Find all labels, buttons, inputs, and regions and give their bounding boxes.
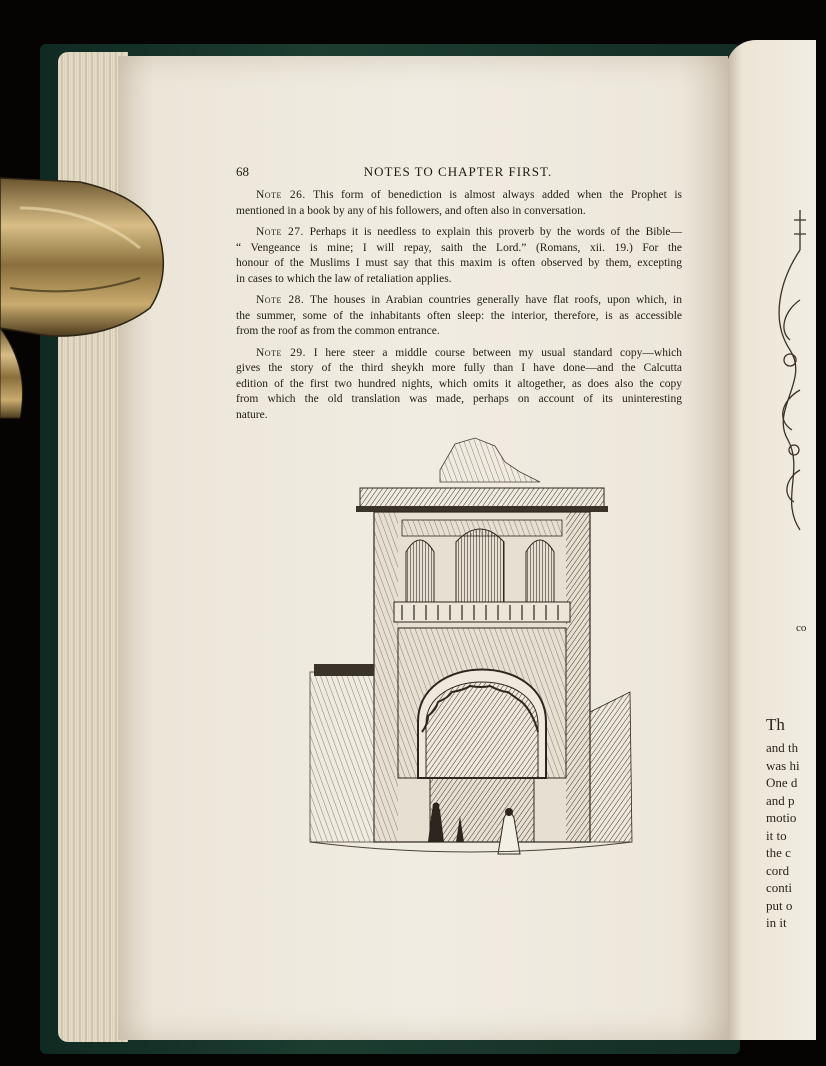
- page-number: 68: [236, 164, 249, 179]
- note-line: [236, 225, 682, 241]
- facing-fragment: Th: [766, 714, 785, 734]
- note-27: [236, 225, 682, 287]
- facing-fragment: it to: [766, 827, 787, 843]
- page-header: [236, 164, 680, 182]
- note-text: The houses in Arabian countries generally have flat roofs, upon which, in: [310, 294, 682, 306]
- note-line: [236, 293, 682, 309]
- facing-fragment: and p: [766, 792, 795, 808]
- floral-ornament-icon: [760, 210, 808, 540]
- note-text: This form of benediction is almost always added when the Prophet is: [313, 189, 683, 201]
- notes-section: [236, 188, 682, 429]
- note-line: [236, 346, 682, 362]
- facing-fragment: motio: [766, 810, 797, 825]
- facing-fragment: and th: [766, 740, 799, 755]
- note-line: the summer, some of the inhabitants often sleep: the interior, therefore, is as accessible: [236, 309, 682, 322]
- note-line: nature.: [236, 408, 268, 421]
- facing-fragment: in it: [766, 915, 787, 930]
- facing-fragment: the c: [766, 845, 791, 860]
- note-label: Note 29.: [256, 346, 306, 359]
- facing-fragment: cord: [766, 862, 790, 878]
- note-text: Perhaps it is needless to explain this proverb by the words of the Bible—: [309, 226, 683, 238]
- note-line: edition of the first two hundred nights, which omits it altogether, as does also the copy: [236, 377, 682, 390]
- note-text: I here steer a middle course between my usual standard copy—which: [313, 346, 682, 359]
- note-line: in cases to which the law of retaliation applies.: [236, 272, 452, 285]
- facing-page: [726, 40, 816, 1040]
- archway-engraving-icon: [290, 432, 644, 860]
- facing-fragment: conti: [766, 880, 792, 895]
- note-line: from the roof as from the common entrance.: [236, 325, 440, 337]
- note-label: Note 26.: [256, 189, 306, 201]
- note-line: [236, 188, 682, 204]
- note-29: [236, 346, 682, 424]
- note-label: Note 28.: [256, 294, 305, 306]
- note-label: Note 27.: [256, 226, 304, 238]
- note-line: from which the old translation was made, perhaps on account of its uninteresting: [236, 393, 682, 405]
- note-line: honour of the Muslims I must say that this maxim is often observed by them, excepting: [236, 257, 682, 269]
- brass-book-clip-icon: [0, 168, 172, 428]
- note-line: “ Vengeance is mine; I will repay, saith the Lord.” (Romans, xii. 19.) For the: [236, 241, 682, 254]
- facing-fragment: One d: [766, 775, 798, 790]
- facing-page-text: [766, 620, 826, 932]
- note-28: [236, 293, 682, 340]
- note-line: gives the story of the third sheykh more fully than I have done—and the Calcutta: [236, 362, 682, 374]
- facing-fragment: co: [796, 622, 807, 634]
- facing-fragment: was hi: [766, 757, 800, 773]
- note-26: [236, 188, 682, 219]
- facing-fragment: put o: [766, 897, 793, 913]
- running-head: NOTES TO CHAPTER FIRST.: [363, 164, 553, 179]
- note-line: mentioned in a book by any of his followers, and often also in conversation.: [236, 204, 586, 217]
